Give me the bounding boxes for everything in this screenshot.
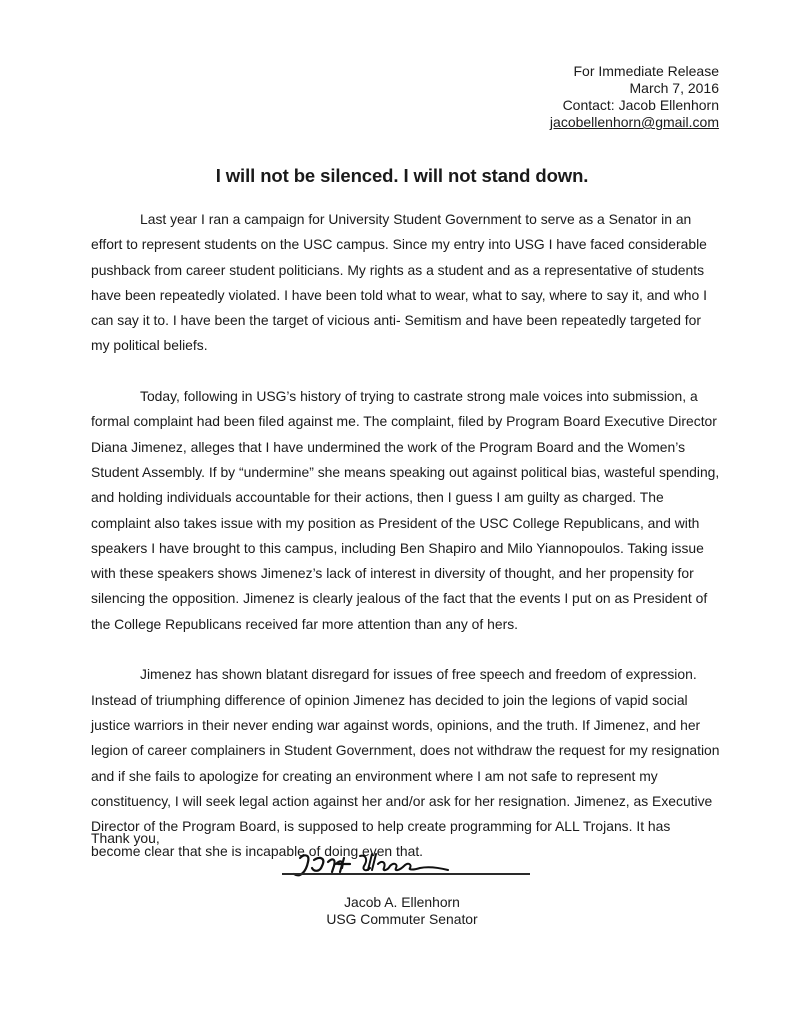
contact-email-link[interactable]: jacobellenhorn@gmail.com [549, 114, 719, 130]
release-date: March 7, 2016 [629, 80, 719, 96]
release-header [550, 63, 719, 131]
signature-line [282, 873, 530, 875]
contact-line: Contact: Jacob Ellenhorn [562, 97, 719, 113]
closing-line: Thank you, [91, 830, 160, 846]
signer-name: Jacob A. Ellenhorn [344, 894, 460, 910]
signer-block [300, 894, 504, 928]
paragraph-1: Last year I ran a campaign for University Student Government to serve as a Senator in an effort to represent students on the USC campus. Since my entry into USG I have faced considerable pushback from career student politicians. My rights as a student and as a representative of students have been repeatedly violated. I have been told what to wear, what to say, where to say it, and who I can say it to. I have been the target of vicious anti- Semitism and have been repeatedly targeted for my political beliefs. [91, 211, 707, 354]
letter-body [91, 207, 723, 890]
page-title: I will not be silenced. I will not stand down. [215, 165, 589, 186]
handwritten-signature [270, 840, 530, 890]
release-label: For Immediate Release [573, 63, 719, 79]
paragraph-3: Jimenez has shown blatant disregard for issues of free speech and freedom of expression. Instead of triumphing difference of opinion Jimenez has decided to join the legions of vapid social justice warriors in their never ending war against words, opinions, and the truth. If Jimenez, and her legion of career complainers in Student Government, does not withdraw the request for my resignation and if she fails to apologize for creating an environment where I am not safe to represent my constituency, I will seek legal action against her and/or ask for her resignation. Jimenez, as Executive Director of the Program Board, is supposed to help create programming for ALL Trojans. It has become clear that she is incapable of doing even that. [91, 666, 720, 860]
signer-title: USG Commuter Senator [326, 911, 478, 927]
paragraph-2: Today, following in USG’s history of trying to castrate strong male voices into submission, a formal complaint had been filed against me. The complaint, filed by Program Board Executive Director Diana Jimenez, alleges that I have undermined the work of the Program Board and the Women’s Student Assembly. If by “undermine” she means speaking out against political bias, wasteful spending, and holding individuals accountable for their actions, then I guess I am guilty as charged. The complaint also takes issue with my position as President of the USC College Republicans, and with speakers I have brought to this campus, including Ben Shapiro and Milo Yiannopoulos. Taking issue with these speakers shows Jimenez’s lack of interest in diversity of thought, and her propensity for silencing the opposition. Jimenez is clearly jealous of the fact that the events I put on as President of the College Republicans received far more attention than any of hers. [91, 388, 720, 632]
